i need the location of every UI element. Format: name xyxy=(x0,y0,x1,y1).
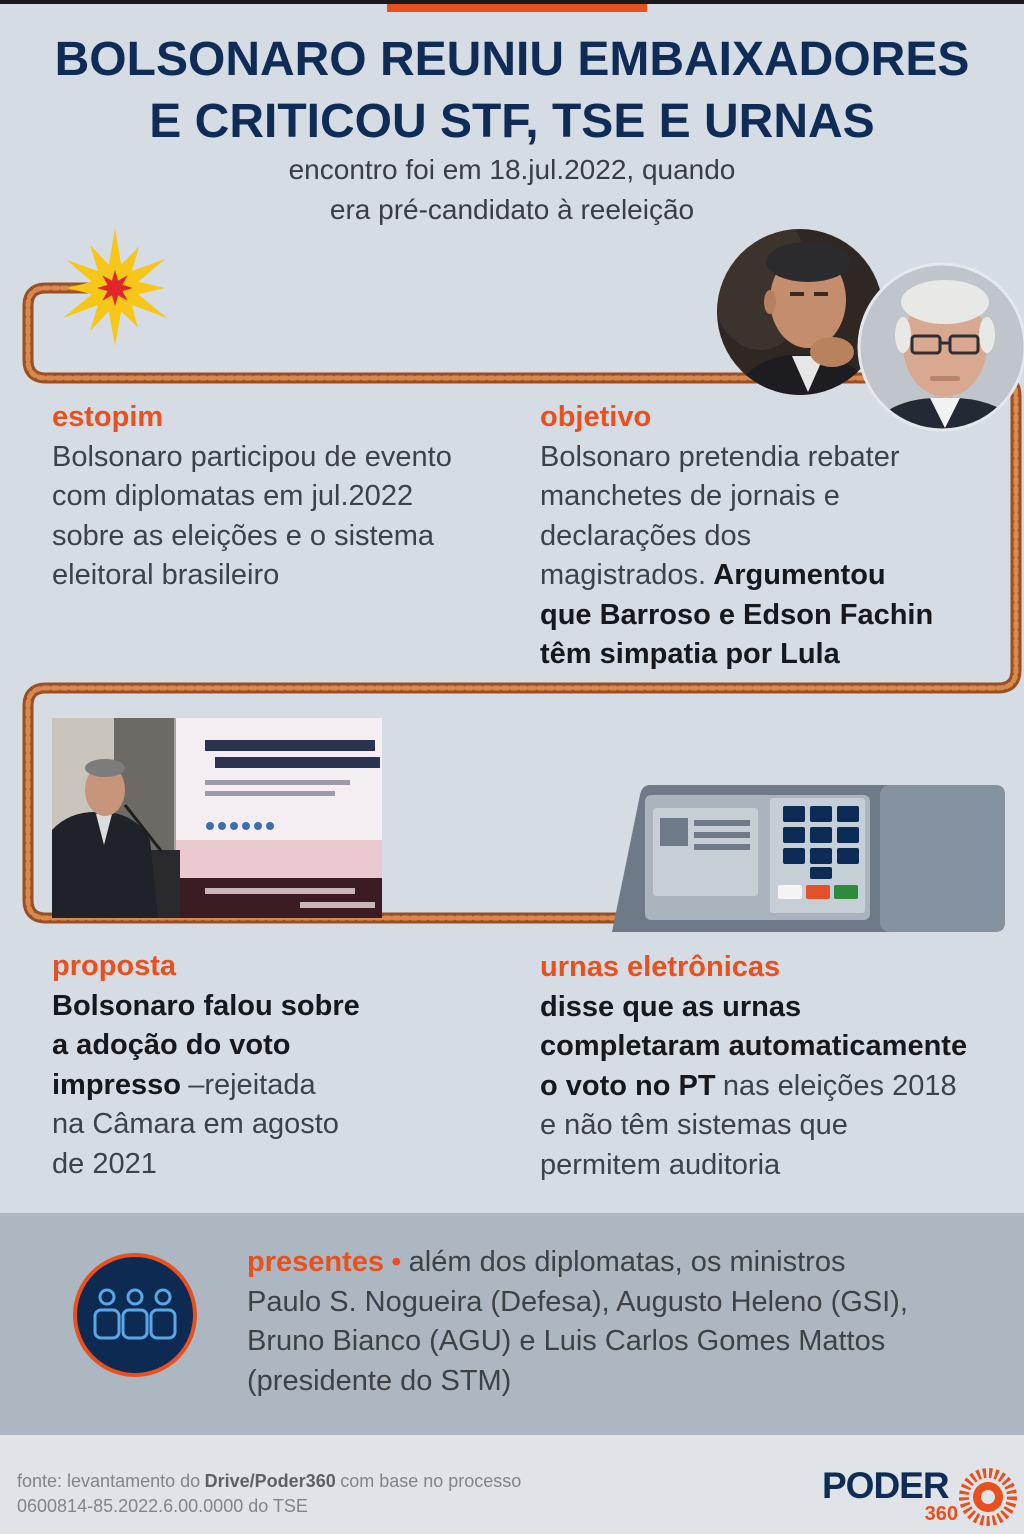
objetivo-label: objetivo xyxy=(540,401,652,433)
estopim-section xyxy=(52,398,452,596)
presentes-label: presentes xyxy=(247,1246,385,1278)
logo-word: PODER xyxy=(822,1465,949,1506)
event-photo xyxy=(52,718,382,918)
objetivo-bold-line: têm simpatia por Lula xyxy=(540,638,840,670)
subtitle-line-2: era pré-candidato à reeleição xyxy=(329,194,695,225)
objetivo-section xyxy=(540,398,933,675)
proposta-line: na Câmara em agosto xyxy=(52,1108,339,1140)
urnas-label: urnas eletrônicas xyxy=(540,951,781,983)
objetivo-bold-line: que Barroso e Edson Fachin xyxy=(540,598,934,631)
urnas-bold-line: disse que as urnas xyxy=(540,990,802,1023)
logo-number: 360 xyxy=(924,1503,958,1525)
estopim-line: com diplomatas em jul.2022 xyxy=(52,480,414,512)
top-accent-bar xyxy=(387,4,647,12)
source-line-2: 0600814-85.2022.6.00.0000 do TSE xyxy=(17,1496,308,1516)
people-group-icon xyxy=(75,1255,195,1375)
objetivo-line xyxy=(540,556,933,596)
explosion-icon xyxy=(63,228,167,346)
subtitle-line-1: encontro foi em 18.jul.2022, quando xyxy=(288,154,736,185)
presentes-intro: além dos diplomatas, os ministros xyxy=(408,1246,846,1278)
headline-line-2: E CRITICOU STF, TSE E URNAS xyxy=(149,95,875,148)
presentes-separator: • xyxy=(391,1246,402,1278)
subtitle xyxy=(0,150,1024,230)
estopim-line: eleitoral brasileiro xyxy=(52,559,280,591)
proposta-bold-line: Bolsonaro falou sobre xyxy=(52,989,360,1022)
source-note xyxy=(17,1469,521,1519)
objetivo-line: manchetes de jornais e xyxy=(540,480,840,512)
urnas-inline: nas eleições 2018 xyxy=(722,1069,957,1102)
proposta-inline: –rejeitada xyxy=(188,1068,316,1101)
presentes-line: Bruno Bianco (AGU) e Luis Carlos Gomes Mattos xyxy=(247,1325,886,1357)
urnas-section xyxy=(540,948,967,1185)
headline xyxy=(0,29,1024,153)
urnas-bold-text: o voto no PT xyxy=(540,1069,716,1102)
proposta-line xyxy=(52,1066,360,1106)
source-prefix: fonte: levantamento do xyxy=(17,1471,201,1491)
urnas-bold-line: completaram automaticamente xyxy=(540,1030,968,1062)
voting-machine-keypad xyxy=(770,798,865,913)
urnas-line xyxy=(540,1067,967,1107)
objetivo-bold-inline: Argumentou xyxy=(713,559,886,591)
proposta-line: de 2021 xyxy=(52,1147,157,1180)
objetivo-line-text: magistrados. xyxy=(540,559,707,591)
urnas-line: permitem auditoria xyxy=(540,1148,781,1181)
presentes-first-line xyxy=(247,1243,908,1283)
objetivo-line: declarações dos xyxy=(540,519,752,552)
source-bold: Drive/Poder360 xyxy=(204,1471,336,1491)
voting-machine-icon xyxy=(612,785,1005,932)
headline-line-1: BOLSONARO REUNIU EMBAIXADORES xyxy=(54,33,970,86)
proposta-label: proposta xyxy=(52,950,177,982)
estopim-line: sobre as eleições e o sistema xyxy=(52,519,435,552)
urnas-line: e não têm sistemas que xyxy=(540,1109,848,1141)
source-line-1 xyxy=(17,1469,521,1494)
estopim-line: Bolsonaro participou de evento xyxy=(52,440,452,473)
presentes-line: (presidente do STM) xyxy=(247,1364,512,1397)
top-rule xyxy=(0,0,1024,4)
proposta-bold-text: impresso xyxy=(52,1068,181,1101)
proposta-bold-line: a adoção do voto xyxy=(52,1029,291,1061)
objetivo-line: Bolsonaro pretendia rebater xyxy=(540,440,900,473)
estopim-label: estopim xyxy=(52,401,164,433)
proposta-section xyxy=(52,947,360,1184)
source-suffix: com base no processo xyxy=(340,1471,522,1491)
presentes-section xyxy=(247,1243,908,1401)
presentes-line: Paulo S. Nogueira (Defesa), Augusto Heleno (GSI), xyxy=(247,1285,908,1318)
